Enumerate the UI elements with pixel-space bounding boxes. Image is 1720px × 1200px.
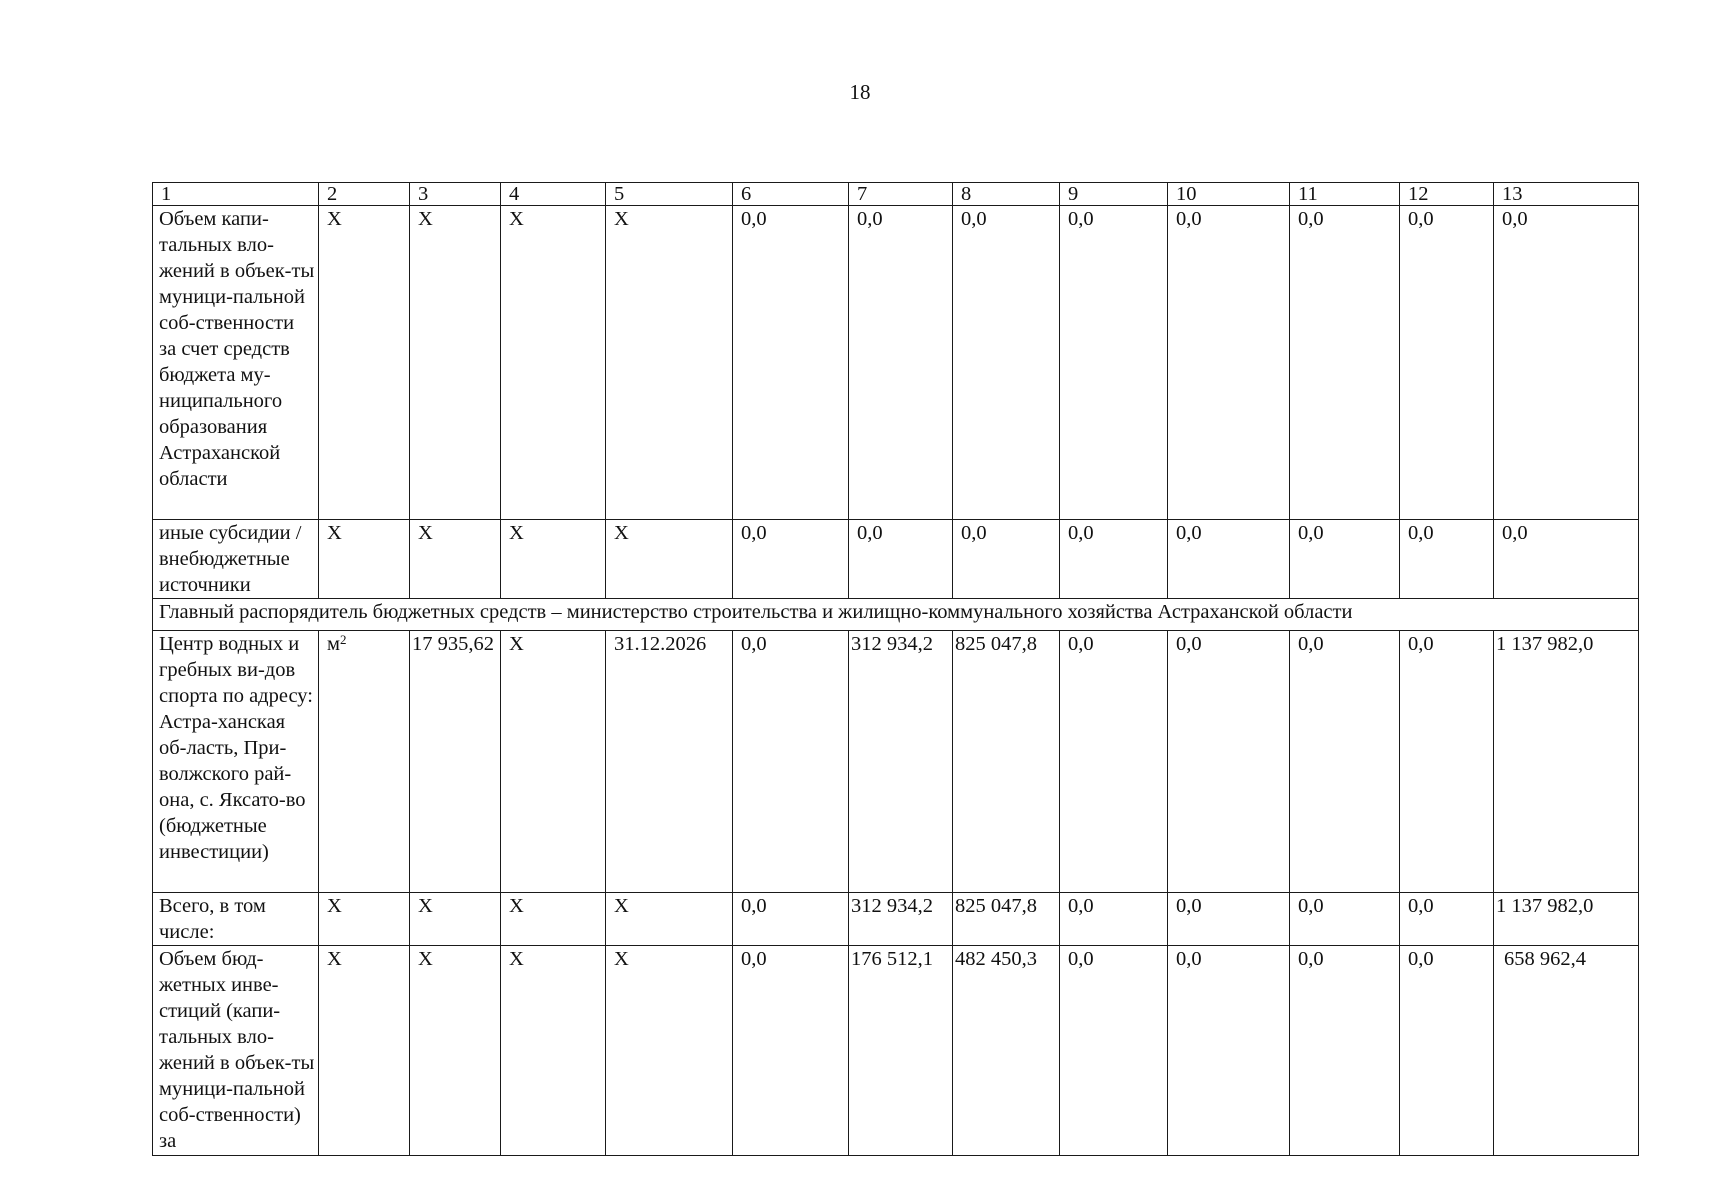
table-cell: X	[501, 946, 606, 1156]
column-number-row	[153, 183, 1639, 206]
table-cell: 0,0	[953, 206, 1060, 520]
section-row	[153, 599, 1639, 631]
column-number: 3	[410, 183, 501, 206]
table-cell: 0,0	[1290, 946, 1400, 1156]
row-label: Объем капи-тальных вло-жений в объек-ты муници-пальной соб-ственности за счет средств бюджета му-ниципального образования Астраханской области	[153, 206, 319, 520]
table-cell: X	[410, 893, 501, 946]
table-cell: X	[606, 946, 733, 1156]
column-number: 9	[1060, 183, 1168, 206]
column-number: 1	[153, 183, 319, 206]
table-cell: 0,0	[733, 631, 849, 893]
table-cell: 0,0	[1290, 206, 1400, 520]
table-cell: 0,0	[1290, 893, 1400, 946]
table-cell: 1 137 982,0	[1494, 893, 1639, 946]
table-row	[153, 631, 1639, 893]
column-number: 4	[501, 183, 606, 206]
table-cell: 0,0	[1060, 946, 1168, 1156]
table-cell: X	[319, 520, 410, 599]
table-row	[153, 893, 1639, 946]
table-cell: 17 935,62	[410, 631, 501, 893]
table-cell: X	[410, 206, 501, 520]
table-cell: X	[606, 206, 733, 520]
table-cell: X	[319, 206, 410, 520]
table-row	[153, 520, 1639, 599]
budget-table	[152, 182, 1639, 1156]
table-cell: 0,0	[733, 520, 849, 599]
table-cell: 0,0	[1290, 631, 1400, 893]
row-label: иные субсидии / внебюджетные источники	[153, 520, 319, 599]
table-cell: X	[501, 893, 606, 946]
table-cell: 482 450,3	[953, 946, 1060, 1156]
table-cell: 825 047,8	[953, 893, 1060, 946]
column-number: 12	[1400, 183, 1494, 206]
table-cell: 1 137 982,0	[1494, 631, 1639, 893]
section-heading: Главный распорядитель бюджетных средств – министерство строительства и жилищно-коммунального хозяйства Астраханской области	[153, 599, 1639, 631]
table-cell: 31.12.2026	[606, 631, 733, 893]
table-cell: 0,0	[1168, 893, 1290, 946]
table-cell: 0,0	[1494, 520, 1639, 599]
table-cell: X	[410, 520, 501, 599]
table-cell: 0,0	[1060, 631, 1168, 893]
table-cell: 0,0	[1494, 206, 1639, 520]
table-cell: X	[410, 946, 501, 1156]
table-cell: 0,0	[849, 520, 953, 599]
table-cell: 0,0	[849, 206, 953, 520]
row-label: Центр водных и гребных ви-дов спорта по адресу: Астра-ханская об-ласть, При-волжского рай-она, с. Яксато-во (бюджетные инвестиции)	[153, 631, 319, 893]
table-cell: X	[501, 520, 606, 599]
column-number: 7	[849, 183, 953, 206]
page-number: 18	[849, 80, 871, 104]
table-cell: 312 934,2	[849, 631, 953, 893]
column-number: 10	[1168, 183, 1290, 206]
unit-text: м	[327, 633, 340, 655]
row-label: Всего, в том числе:	[153, 893, 319, 946]
table-row	[153, 206, 1639, 520]
table-cell: 0,0	[1168, 946, 1290, 1156]
table-cell: X	[501, 631, 606, 893]
table-cell: 658 962,4	[1494, 946, 1639, 1156]
table-cell: 0,0	[1060, 520, 1168, 599]
unit-cell	[319, 631, 410, 893]
table-cell: 312 934,2	[849, 893, 953, 946]
column-number: 2	[319, 183, 410, 206]
table-cell: 0,0	[1060, 893, 1168, 946]
table-cell: 0,0	[1400, 631, 1494, 893]
table-cell: 0,0	[733, 946, 849, 1156]
column-number: 8	[953, 183, 1060, 206]
column-number: 5	[606, 183, 733, 206]
table-cell: 0,0	[1400, 893, 1494, 946]
table-row	[153, 946, 1639, 1156]
table-cell: 0,0	[1400, 946, 1494, 1156]
table-cell: 825 047,8	[953, 631, 1060, 893]
unit-superscript: 2	[339, 632, 347, 647]
column-number: 6	[733, 183, 849, 206]
table-cell: 0,0	[733, 893, 849, 946]
table-cell: X	[606, 893, 733, 946]
table-cell: 0,0	[1168, 520, 1290, 599]
table-cell: 0,0	[733, 206, 849, 520]
table-cell: X	[606, 520, 733, 599]
table-cell: 0,0	[1168, 206, 1290, 520]
table-cell: X	[319, 893, 410, 946]
table-cell: 176 512,1	[849, 946, 953, 1156]
column-number: 13	[1494, 183, 1639, 206]
table-cell: 0,0	[1400, 520, 1494, 599]
table-cell: 0,0	[1168, 631, 1290, 893]
table-cell: 0,0	[1290, 520, 1400, 599]
table-cell: 0,0	[953, 520, 1060, 599]
table-cell: X	[501, 206, 606, 520]
column-number: 11	[1290, 183, 1400, 206]
row-label: Объем бюд-жетных инве-стиций (капи-тальных вло-жений в объек-ты муници-пальной соб-ственности) за	[153, 946, 319, 1156]
table-cell: 0,0	[1060, 206, 1168, 520]
table-cell: X	[319, 946, 410, 1156]
table-cell: 0,0	[1400, 206, 1494, 520]
